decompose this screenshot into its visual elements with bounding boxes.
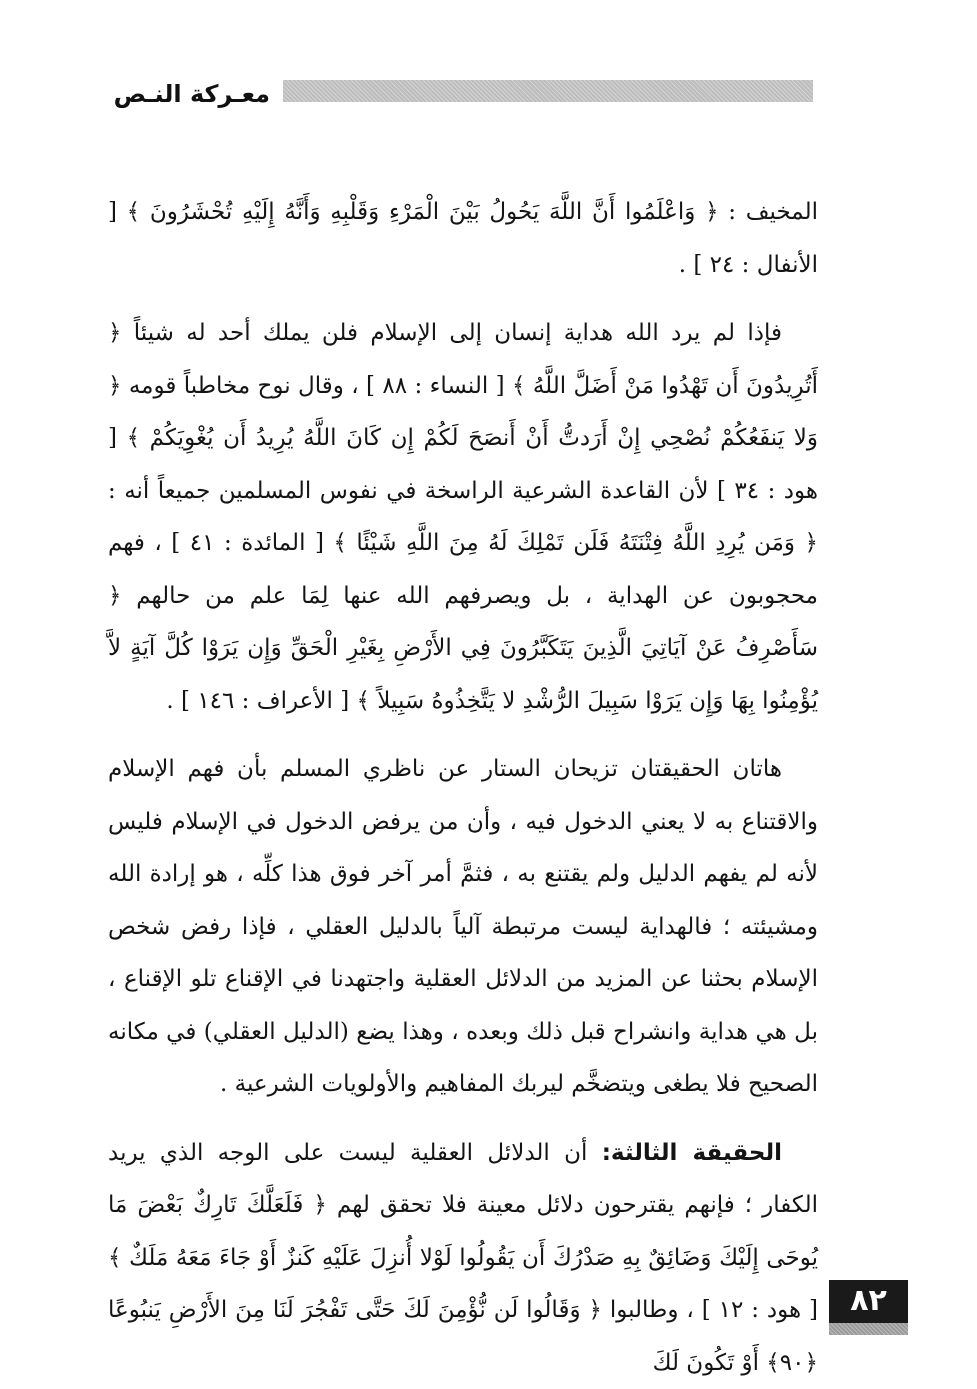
page-number-box [829, 1280, 908, 1335]
paragraph-2: فإذا لم يرد الله هداية إنسان إلى الإسلام فلن يملك أحد له شيئاً ﴿ أَتُرِيدُونَ أَن تَهْدُوا مَنْ أَضَلَّ اللَّهُ ﴾ [ النساء : ٨٨ ] ، وقال نوح مخاطباً قومه ﴿ وَلا يَنفَعُكُمْ نُصْحِي إِنْ أَرَدتُّ أَنْ أَنصَحَ لَكُمْ إِن كَانَ اللَّهُ يُرِيدُ أَن يُغْوِيَكُمْ ﴾ [ هود : ٣٤ ] لأن القاعدة الشرعية الراسخة في نفوس المسلمين جميعاً أنه : ﴿ وَمَن يُرِدِ اللَّهُ فِتْنَتَهُ فَلَن تَمْلِكَ لَهُ مِنَ اللَّهِ شَيْئًا ﴾ [ المائدة : ٤١ ] ، فهم محجوبون عن الهداية ، بل ويصرفهم الله عنها لِمَا علم من حالهم ﴿ سَأَصْرِفُ عَنْ آيَاتِيَ الَّذِينَ يَتَكَبَّرُونَ فِي الأَرْضِ بِغَيْرِ الْحَقِّ وَإِن يَرَوْا كُلَّ آيَةٍ لاَّ يُؤْمِنُوا بِهَا وَإِن يَرَوْا سَبِيلَ الرُّشْدِ لا يَتَّخِذُوهُ سَبِيلاً ﴾ [ الأعراف : ١٤٦ ] . [108, 307, 818, 727]
page-body [108, 186, 818, 1389]
running-header-title: معـركة النـص [100, 79, 270, 109]
header-decorative-bar [283, 80, 813, 102]
paragraph-1: المخيف : ﴿ وَاعْلَمُوا أَنَّ اللَّهَ يَحُولُ بَيْنَ الْمَرْءِ وَقَلْبِهِ وَأَنَّهُ إِلَيْهِ تُحْشَرُونَ ﴾ [ الأنفال : ٢٤ ] . [108, 186, 818, 291]
section-lead-heading: الحقيقة الثالثة: [602, 1140, 782, 1166]
paragraph-3: هاتان الحقيقتان تزيحان الستار عن ناظري المسلم بأن فهم الإسلام والاقتناع به لا يعني الدخول فيه ، وأن من يرفض الدخول في الإسلام فليس لأنه لم يفهم الدليل ولم يقتنع به ، فثمَّ أمر آخر فوق هذا كلِّه ، هو إرادة الله ومشيئته ؛ فالهداية ليست مرتبطة آلياً بالدليل العقلي ، فإذا رفض شخص الإسلام بحثنا عن المزيد من الدلائل العقلية واجتهدنا في الإقناع تلو الإقناع ، بل هي هداية وانشراح قبل ذلك وبعده ، وهذا يضع (الدليل العقلي) في مكانه الصحيح فلا يطغى ويتضخَّم ليربك المفاهيم والأولويات الشرعية . [108, 743, 818, 1111]
paragraph-4-text: أن الدلائل العقلية ليست على الوجه الذي يريد الكفار ؛ فإنهم يقترحون دلائل معينة فلا تحقق لهم ﴿ فَلَعَلَّكَ تَارِكٌ بَعْضَ مَا يُوحَى إِلَيْكَ وَضَائِقٌ بِهِ صَدْرُكَ أَن يَقُولُوا لَوْلا أُنزِلَ عَلَيْهِ كَنزٌ أَوْ جَاءَ مَعَهُ مَلَكٌ ﴾ [ هود : ١٢ ] ، وطالبوا ﴿ وَقَالُوا لَن نُّؤْمِنَ لَكَ حَتَّى تَفْجُرَ لَنَا مِنَ الأَرْضِ يَنبُوعًا ﴿٩٠﴾ أَوْ تَكُونَ لَكَ [108, 1140, 818, 1376]
page-number: ٨٢ [829, 1282, 908, 1320]
paragraph-4 [108, 1127, 818, 1389]
